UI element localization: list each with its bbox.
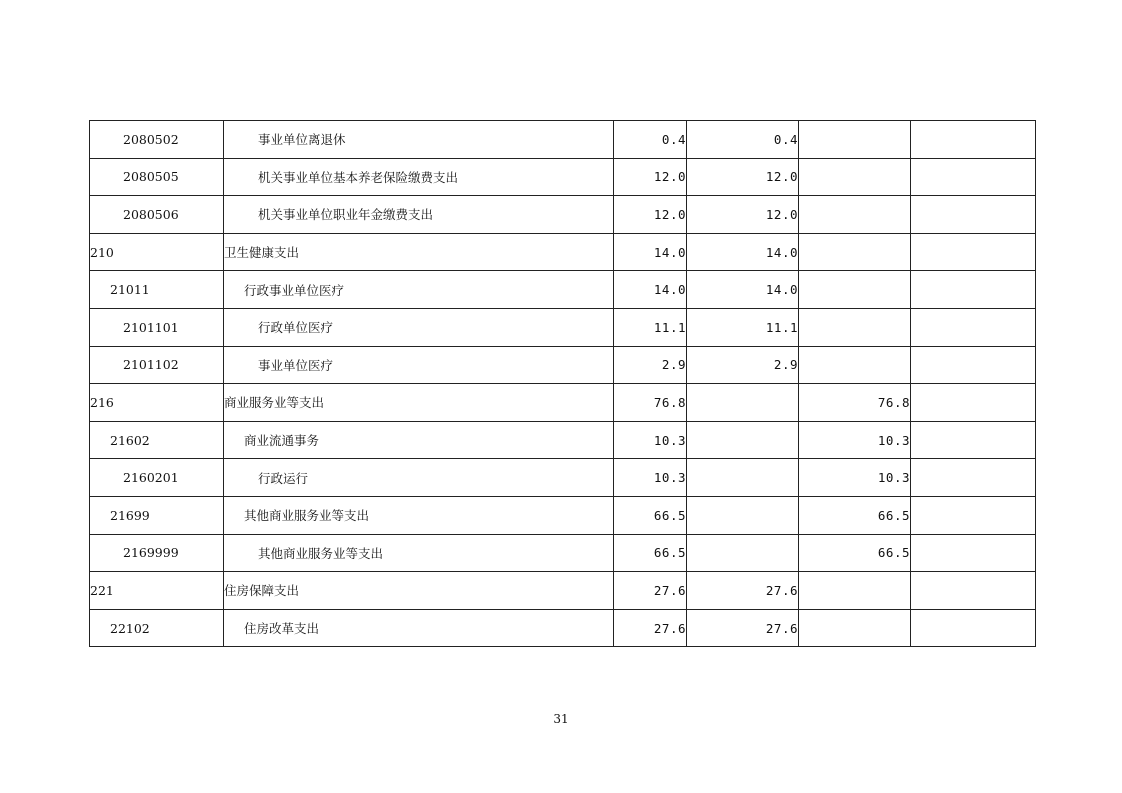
table-row xyxy=(90,384,1036,422)
subject-name: 住房改革支出 xyxy=(224,609,614,647)
subject-code: 2101102 xyxy=(90,346,224,384)
table-row xyxy=(90,534,1036,572)
basic-amount: 14.0 xyxy=(687,271,799,309)
project-amount xyxy=(799,121,911,159)
subject-name: 行政单位医疗 xyxy=(224,308,614,346)
subject-code: 21011 xyxy=(90,271,224,309)
other-amount xyxy=(911,346,1036,384)
other-amount xyxy=(911,609,1036,647)
subject-name: 行政运行 xyxy=(224,459,614,497)
other-amount xyxy=(911,121,1036,159)
subject-name: 卫生健康支出 xyxy=(224,233,614,271)
project-amount xyxy=(799,308,911,346)
basic-amount: 11.1 xyxy=(687,308,799,346)
page-number: 31 xyxy=(553,712,569,726)
total-amount: 66.5 xyxy=(614,496,687,534)
subject-code: 210 xyxy=(90,233,224,271)
subject-code: 21699 xyxy=(90,496,224,534)
subject-name: 住房保障支出 xyxy=(224,572,614,610)
basic-amount: 12.0 xyxy=(687,158,799,196)
other-amount xyxy=(911,233,1036,271)
project-amount: 10.3 xyxy=(799,459,911,497)
other-amount xyxy=(911,421,1036,459)
basic-amount: 2.9 xyxy=(687,346,799,384)
subject-name: 商业服务业等支出 xyxy=(224,384,614,422)
other-amount xyxy=(911,196,1036,234)
basic-amount xyxy=(687,384,799,422)
project-amount: 76.8 xyxy=(799,384,911,422)
subject-code: 2101101 xyxy=(90,308,224,346)
other-amount xyxy=(911,534,1036,572)
subject-code: 2169999 xyxy=(90,534,224,572)
table-row xyxy=(90,158,1036,196)
total-amount: 12.0 xyxy=(614,158,687,196)
project-amount: 66.5 xyxy=(799,534,911,572)
other-amount xyxy=(911,308,1036,346)
basic-amount: 12.0 xyxy=(687,196,799,234)
table-row xyxy=(90,233,1036,271)
project-amount xyxy=(799,346,911,384)
subject-code: 2080506 xyxy=(90,196,224,234)
subject-name: 事业单位医疗 xyxy=(224,346,614,384)
total-amount: 27.6 xyxy=(614,609,687,647)
subject-name: 其他商业服务业等支出 xyxy=(224,496,614,534)
other-amount xyxy=(911,384,1036,422)
subject-code: 221 xyxy=(90,572,224,610)
project-amount xyxy=(799,158,911,196)
basic-amount: 0.4 xyxy=(687,121,799,159)
basic-amount: 14.0 xyxy=(687,233,799,271)
table-row xyxy=(90,609,1036,647)
total-amount: 10.3 xyxy=(614,421,687,459)
basic-amount xyxy=(687,534,799,572)
expenditure-table xyxy=(89,120,1036,647)
project-amount xyxy=(799,572,911,610)
table-row xyxy=(90,308,1036,346)
project-amount: 10.3 xyxy=(799,421,911,459)
basic-amount xyxy=(687,459,799,497)
subject-name: 事业单位离退休 xyxy=(224,121,614,159)
project-amount xyxy=(799,196,911,234)
project-amount xyxy=(799,271,911,309)
other-amount xyxy=(911,496,1036,534)
total-amount: 66.5 xyxy=(614,534,687,572)
subject-code: 2160201 xyxy=(90,459,224,497)
other-amount xyxy=(911,572,1036,610)
basic-amount: 27.6 xyxy=(687,572,799,610)
basic-amount xyxy=(687,421,799,459)
project-amount: 66.5 xyxy=(799,496,911,534)
table-row xyxy=(90,421,1036,459)
subject-name: 机关事业单位职业年金缴费支出 xyxy=(224,196,614,234)
subject-name: 行政事业单位医疗 xyxy=(224,271,614,309)
basic-amount xyxy=(687,496,799,534)
total-amount: 14.0 xyxy=(614,233,687,271)
subject-name: 其他商业服务业等支出 xyxy=(224,534,614,572)
subject-name: 商业流通事务 xyxy=(224,421,614,459)
other-amount xyxy=(911,271,1036,309)
subject-code: 2080502 xyxy=(90,121,224,159)
project-amount xyxy=(799,609,911,647)
subject-name: 机关事业单位基本养老保险缴费支出 xyxy=(224,158,614,196)
subject-code: 216 xyxy=(90,384,224,422)
subject-code: 2080505 xyxy=(90,158,224,196)
table-row xyxy=(90,196,1036,234)
total-amount: 27.6 xyxy=(614,572,687,610)
table-row xyxy=(90,459,1036,497)
project-amount xyxy=(799,233,911,271)
total-amount: 0.4 xyxy=(614,121,687,159)
total-amount: 14.0 xyxy=(614,271,687,309)
table-row xyxy=(90,496,1036,534)
total-amount: 2.9 xyxy=(614,346,687,384)
other-amount xyxy=(911,158,1036,196)
table-row xyxy=(90,271,1036,309)
table-row xyxy=(90,121,1036,159)
total-amount: 11.1 xyxy=(614,308,687,346)
table-row xyxy=(90,572,1036,610)
total-amount: 10.3 xyxy=(614,459,687,497)
table-row xyxy=(90,346,1036,384)
subject-code: 21602 xyxy=(90,421,224,459)
total-amount: 12.0 xyxy=(614,196,687,234)
total-amount: 76.8 xyxy=(614,384,687,422)
basic-amount: 27.6 xyxy=(687,609,799,647)
other-amount xyxy=(911,459,1036,497)
subject-code: 22102 xyxy=(90,609,224,647)
